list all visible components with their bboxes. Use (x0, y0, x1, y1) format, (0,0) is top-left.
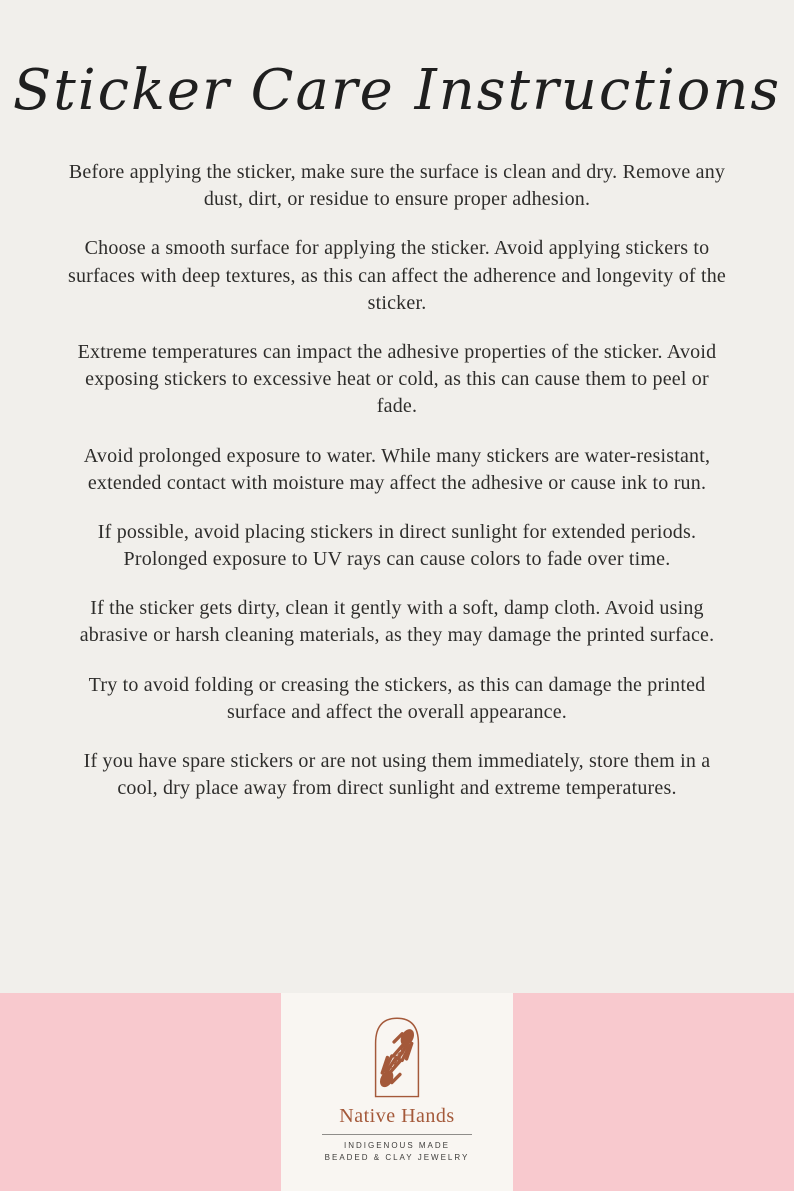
brand-tagline (325, 1140, 470, 1165)
brand-divider (322, 1134, 472, 1135)
care-paragraph: Choose a smooth surface for applying the sticker. Avoid applying stickers to surfaces with deep textures, as this can affect the adherence and longevity of the sticker. (68, 237, 726, 314)
footer-pink-band (0, 993, 794, 1191)
brand-name: Native Hands (339, 1105, 455, 1127)
brand-tagline-line2: BEADED & CLAY JEWELRY (324, 1153, 470, 1163)
instructions-body (65, 159, 729, 802)
hands-holding-sprig-icon (355, 1005, 439, 1101)
brand-logo-column (281, 993, 513, 1191)
care-paragraph: Before applying the sticker, make sure the surface is clean and dry. Remove any dust, dirt, or residue to ensure proper adhesion. (68, 161, 726, 211)
care-paragraph: If you have spare stickers or are not using them immediately, store them in a cool, dry place away from direct sunlight and extreme temperatures. (83, 750, 711, 800)
page-title: Sticker Care Instructions (12, 58, 782, 123)
care-paragraph: Try to avoid folding or creasing the stickers, as this can damage the printed surface and affect the overall appearance. (88, 673, 706, 723)
care-paragraph: If possible, avoid placing stickers in direct sunlight for extended periods. Prolonged exposure to UV rays can cause colors to fade over time. (97, 520, 697, 571)
care-paragraph: If the sticker gets dirty, clean it gently with a soft, damp cloth. Avoid using abrasive or harsh cleaning materials, as they may damage the printed surface. (79, 597, 715, 647)
brand-tagline-line1: INDIGENOUS MADE (343, 1141, 450, 1150)
care-paragraph: Avoid prolonged exposure to water. While many stickers are water-resistant, extended contact with moisture may affect the adhesive or cause ink to run. (83, 444, 711, 494)
care-paragraph: Extreme temperatures can impact the adhesive properties of the sticker. Avoid exposing stickers to excessive heat or cold, as this can cause them to peel or fade. (77, 340, 717, 418)
